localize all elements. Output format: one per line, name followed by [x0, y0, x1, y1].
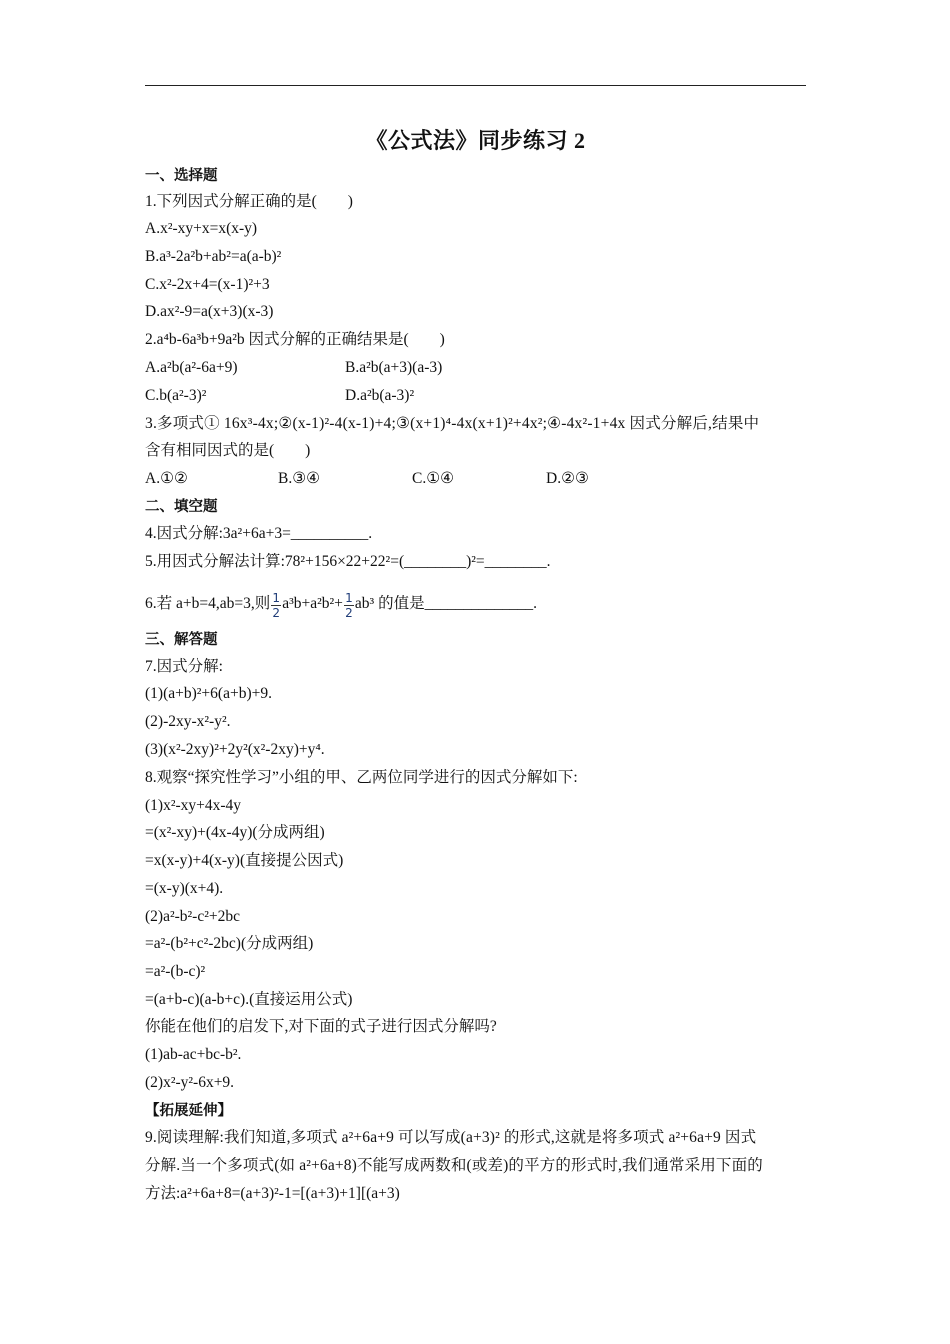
question-1-option-b: B.a³-2a²b+ab²=a(a-b)² [145, 248, 282, 265]
section-heading-fill: 二、填空题 [145, 499, 218, 515]
question-8-line-6: =a²-(b²+c²-2bc)(分成两组) [145, 935, 314, 952]
question-7-part-3: (3)(x²-2xy)²+2y²(x²-2xy)+y⁴. [145, 741, 325, 758]
question-6 [145, 591, 809, 620]
question-6-suffix: ab³ 的值是______________. [354, 595, 537, 612]
question-8-line-1: (1)x²-xy+4x-4y [145, 797, 242, 814]
header-rule [145, 85, 806, 86]
question-7-part-2: (2)-2xy-x²-y². [145, 713, 231, 730]
section-heading-choice: 一、选择题 [145, 168, 218, 184]
question-3-option-a: A.①② [145, 470, 188, 487]
question-8-line-10: (1)ab-ac+bc-b². [145, 1046, 242, 1063]
question-9-line-1: 9.阅读理解:我们知道,多项式 a²+6a+9 可以写成(a+3)² 的形式,这就是将多项式 a²+6a+9 因式 [145, 1129, 757, 1146]
section-heading-extension: 【拓展延伸】 [145, 1103, 232, 1119]
question-3-option-b: B.③④ [278, 470, 321, 487]
question-6-prefix: 6.若 a+b=4,ab=3,则 [145, 595, 271, 612]
question-2-option-d: D.a²b(a-3)² [345, 387, 415, 404]
question-8-line-7: =a²-(b-c)² [145, 963, 206, 980]
question-3-stem-line-1: 3.多项式① 16x³-4x;②(x-1)²-4(x-1)+4;③(x+1)⁴-4x(x+1)²+4x²;④-4x²-1+4x 因式分解后,结果中 [145, 415, 760, 432]
question-1-option-a: A.x²-xy+x=x(x-y) [145, 220, 258, 237]
question-8-line-3: =x(x-y)+4(x-y)(直接提公因式) [145, 852, 344, 869]
question-2-options-row-2 [145, 386, 809, 406]
question-7-part-1: (1)(a+b)²+6(a+b)+9. [145, 685, 272, 702]
question-1-stem: 1.下列因式分解正确的是( ) [145, 193, 353, 210]
question-5: 5.用因式分解法计算:78²+156×22+22²=(________)²=________. [145, 553, 551, 570]
question-9-line-2: 分解.当一个多项式(如 a²+6a+8)不能写成两数和(或差)的平方的形式时,我们通常采用下面的 [145, 1157, 763, 1174]
question-2-option-a: A.a²b(a²-6a+9) [145, 359, 238, 376]
question-3-option-d: D.②③ [546, 470, 589, 487]
section-heading-answer: 三、解答题 [145, 632, 218, 648]
question-1-option-d: D.ax²-9=a(x+3)(x-3) [145, 303, 274, 320]
question-8-line-9: 你能在他们的启发下,对下面的式子进行因式分解吗? [145, 1018, 497, 1035]
question-8-line-11: (2)x²-y²-6x+9. [145, 1074, 235, 1091]
question-3-options [145, 469, 809, 489]
question-2-options-row-1 [145, 358, 809, 378]
question-6-middle: a³b+a²b²+ [282, 595, 343, 612]
question-8-line-5: (2)a²-b²-c²+2bc [145, 908, 240, 925]
question-8-line-8: =(a+b-c)(a-b+c).(直接运用公式) [145, 991, 353, 1008]
question-2-stem: 2.a⁴b-6a³b+9a²b 因式分解的正确结果是( ) [145, 331, 445, 348]
question-2-option-c: C.b(a²-3)² [145, 387, 207, 404]
question-9-line-3: 方法:a²+6a+8=(a+3)²-1=[(a+3)+1][(a+3) [145, 1185, 400, 1202]
question-3-option-c: C.①④ [412, 470, 455, 487]
fraction-one-half-1: $\frac{1}{2}$ [272, 591, 281, 620]
question-8-stem: 8.观察“探究性学习”小组的甲、乙两位同学进行的因式分解如下: [145, 769, 578, 786]
question-3-stem-line-2: 含有相同因式的是( ) [145, 442, 311, 459]
question-8-line-2: =(x²-xy)+(4x-4y)(分成两组) [145, 824, 325, 841]
question-7-stem: 7.因式分解: [145, 658, 223, 675]
fraction-one-half-2: $\frac{1}{2}$ [345, 591, 353, 620]
question-2-option-b: B.a²b(a+3)(a-3) [345, 359, 443, 376]
question-1-option-c: C.x²-2x+4=(x-1)²+3 [145, 276, 270, 293]
page-title: 《公式法》同步练习 2 [365, 128, 586, 153]
question-8-line-4: =(x-y)(x+4). [145, 880, 224, 897]
question-4: 4.因式分解:3a²+6a+3=__________. [145, 525, 373, 542]
